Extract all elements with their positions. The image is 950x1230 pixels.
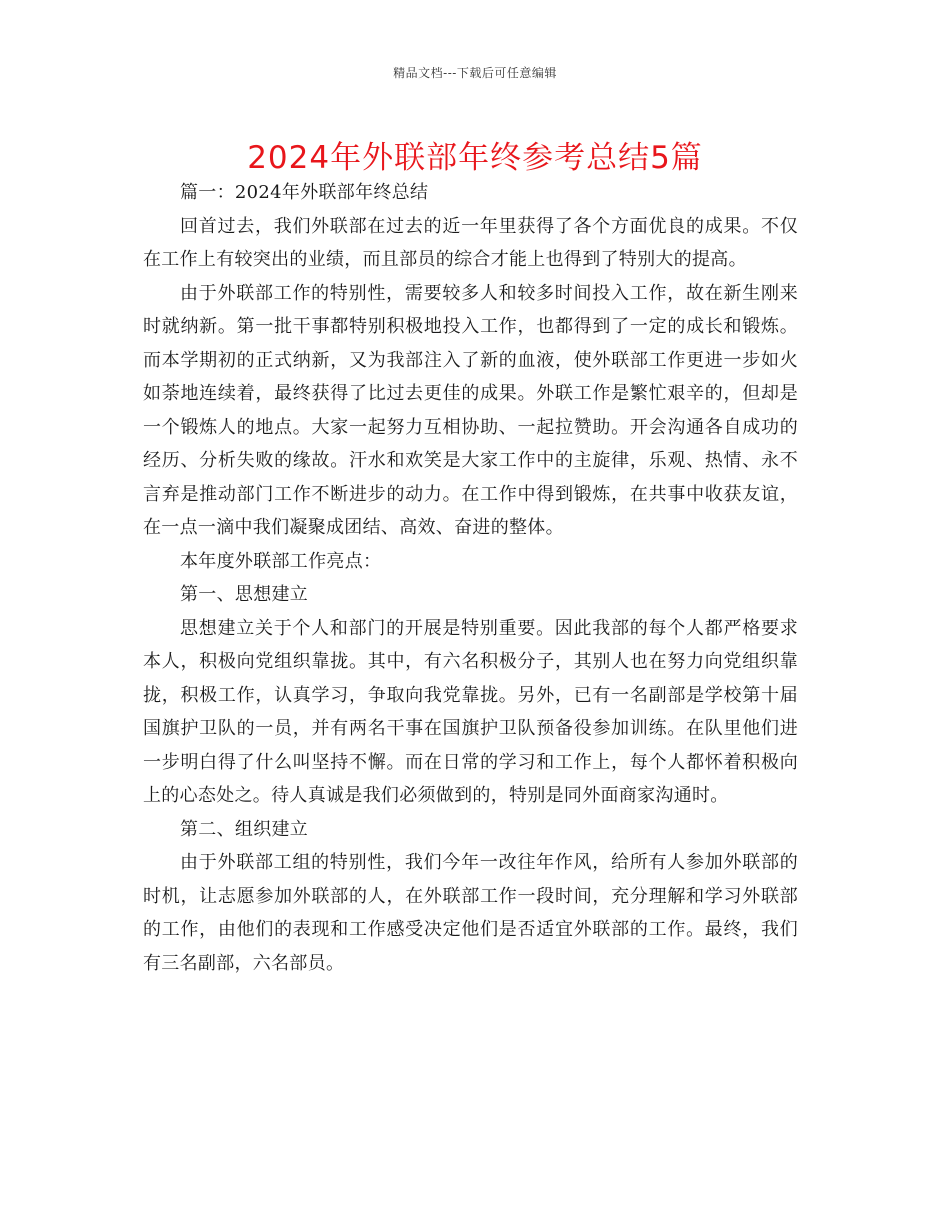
- subheading-ideology: 第一、思想建立: [180, 584, 309, 605]
- header-note: 精品文档---下载后可任意编辑: [393, 66, 557, 80]
- paragraph-organization: 由于外联部工组的特别性，我们今年一改往年作风，给所有人参加外联部的时机，让志愿参加外联部的人，在外联部工作一段时间，充分理解和学习外联部的工作，由他们的表现和工作感受决定他们是否适宜外联部的工作。最终，我们有三名副部，六名部员。: [143, 852, 798, 974]
- document-body: [143, 176, 798, 980]
- section-heading-part-1: 篇一：2024年外联部年终总结: [180, 182, 429, 203]
- paragraph-highlights-heading: 本年度外联部工作亮点：: [180, 550, 382, 572]
- document-title: 2024年外联部年终参考总结5篇: [247, 140, 703, 176]
- paragraph-ideology: 思想建立关于个人和部门的开展是特别重要。因此我部的每个人都严格要求本人，积极向党组织靠拢。其中，有六名积极分子，其别人也在努力向党组织靠拢，积极工作，认真学习，争取向我党靠拢。另外，已有一名副部是学校第十届国旗护卫队的一员，并有两名干事在国旗护卫队预备役参加训练。在队里他们进一步明白得了什么叫坚持不懈。而在日常的学习和工作上，每个人都怀着积极向上的心态处之。待人真诚是我们必须做到的，特别是同外面商家沟通时。: [143, 617, 798, 806]
- paragraph-intro: 回首过去，我们外联部在过去的近一年里获得了各个方面优良的成果。不仅在工作上有较突出的业绩，而且部员的综合才能上也得到了特别大的提高。: [143, 215, 798, 270]
- paragraph-work-overview: 由于外联部工作的特别性，需要较多人和较多时间投入工作，故在新生刚来时就纳新。第一批干事都特别积极地投入工作，也都得到了一定的成长和锻炼。而本学期初的正式纳新，又为我部注入了新的血液，使外联部工作更进一步如火如荼地连续着，最终获得了比过去更佳的成果。外联工作是繁忙艰辛的，但却是一个锻炼人的地点。大家一起努力互相协助、一起拉赞助。开会沟通各自成功的经历、分析失败的缘故。汗水和欢笑是大家工作中的主旋律，乐观、热情、永不言弃是推动部门工作不断进步的动力。在工作中得到锻炼，在共事中收获友谊，在一点一滴中我们凝聚成团结、高效、奋进的整体。: [143, 282, 798, 538]
- subheading-organization: 第二、组织建立: [180, 818, 309, 840]
